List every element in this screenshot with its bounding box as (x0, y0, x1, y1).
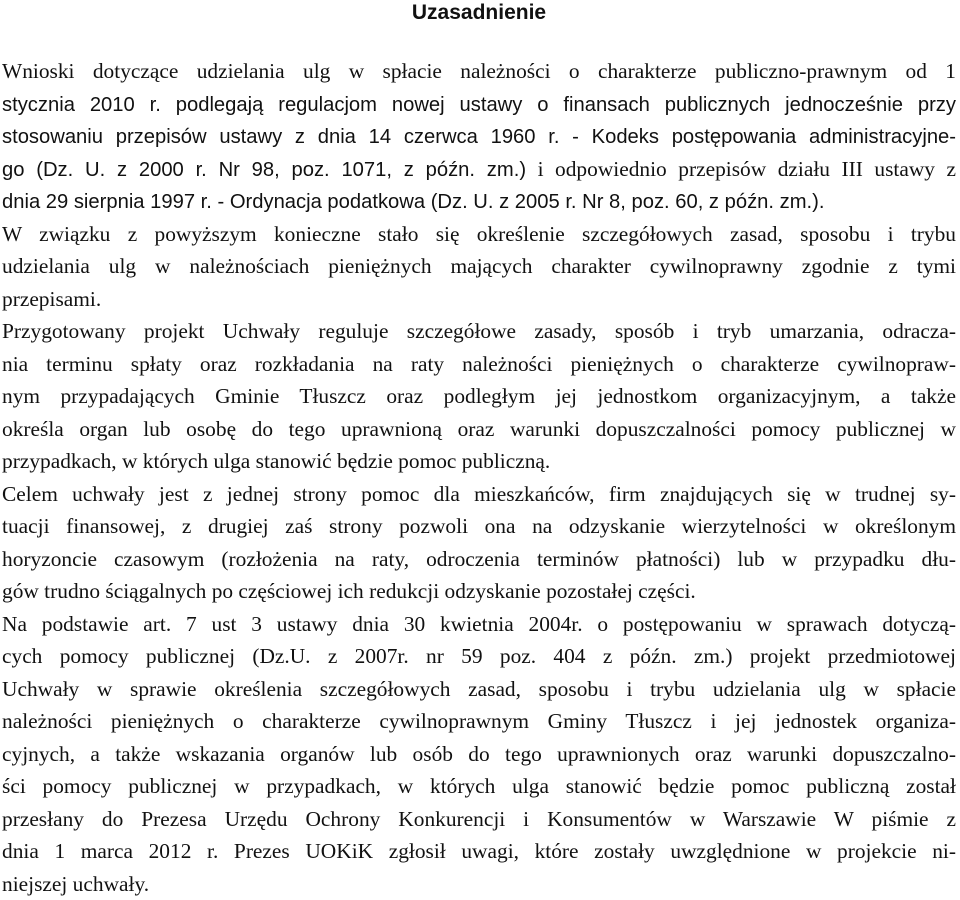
text-segment: nym przypadających Gminie Tłuszcz oraz podległym jej jednostkom organizacyjnym, a także (2, 384, 956, 408)
text-line (2, 608, 956, 641)
text-segment: przesłany do Prezesa Urzędu Ochrony Konkurencji i Konsumentów w Warszawie W piśmie z (2, 807, 956, 831)
text-segment: tuacji finansowej, z drugiej zaś strony pozwoli ona na odzyskanie wierzytelności w określonym (2, 514, 956, 538)
document-page (2, 0, 956, 900)
text-segment: ści pomocy publicznej w przypadkach, w których ulga stanowić będzie pomoc publiczną został (2, 774, 956, 798)
text-segment: dnia 29 sierpnia 1997 r. - Ordynacja podatkowa (Dz. U. z 2005 r. Nr 8, poz. 60, z późn. zm.). (2, 191, 824, 213)
text-segment: niejszej uchwały. (2, 872, 149, 896)
text-segment: Na podstawie art. 7 ust 3 ustawy dnia 30 kwietnia 2004r. o postępowaniu w sprawach dotyczą- (2, 612, 956, 636)
text-segment: gów trudno ściągalnych po częściowej ich redukcji odzyskanie pozostałej części. (2, 579, 696, 603)
paragraph (2, 55, 956, 218)
text-segment: stycznia 2010 r. podlegają regulacjom nowej ustawy o finansach publicznych jednocześnie przy (2, 94, 956, 116)
text-line (2, 770, 956, 803)
paragraph (2, 478, 956, 608)
paragraph (2, 315, 956, 478)
text-segment: Przygotowany projekt Uchwały reguluje szczegółowe zasady, sposób i tryb umarzania, odracza- (2, 319, 956, 343)
text-line (2, 478, 956, 511)
text-segment: cyjnych, a także wskazania organów lub osób do tego uprawnionych oraz warunki dopuszczalno- (2, 742, 956, 766)
text-line (2, 380, 956, 413)
text-segment: stosowaniu przepisów ustawy z dnia 14 czerwca 1960 r. - Kodeks postępowania administracyjne- (2, 126, 956, 148)
text-line (2, 835, 956, 868)
text-segment: udzielania ulg w należnościach pieniężnych mających charakter cywilnoprawny zgodnie z tymi (2, 254, 956, 278)
text-segment: go (Dz. U. z 2000 r. Nr 98, poz. 1071, z późn. zm.) (2, 159, 526, 181)
text-line (2, 348, 956, 381)
text-line (2, 803, 956, 836)
text-line (2, 283, 956, 316)
text-segment: przypadkach, w których ulga stanowić będzie pomoc publiczną. (2, 449, 550, 473)
text-segment: horyzoncie czasowym (rozłożenia na raty, odroczenia terminów płatności) lub w przypadku dłu- (2, 547, 956, 571)
text-line (2, 315, 956, 348)
text-segment: W związku z powyższym konieczne stało się określenie szczegółowych zasad, sposobu i trybu (2, 222, 956, 246)
text-line (2, 705, 956, 738)
text-segment: cych pomocy publicznej (Dz.U. z 2007r. nr 59 poz. 404 z późn. zm.) projekt przedmiotowej (2, 644, 956, 668)
paragraph (2, 218, 956, 316)
text-line (2, 120, 956, 153)
text-line (2, 55, 956, 88)
text-line (2, 185, 956, 218)
document-body (2, 55, 956, 900)
text-line (2, 218, 956, 251)
text-line (2, 250, 956, 283)
text-line (2, 88, 956, 121)
paragraph (2, 608, 956, 900)
text-line (2, 868, 956, 900)
text-segment: należności pieniężnych o charakterze cywilnoprawnym Gminy Tłuszcz i jej jednostek organiza- (2, 709, 956, 733)
text-line (2, 413, 956, 446)
text-line (2, 153, 956, 186)
text-line (2, 673, 956, 706)
text-segment: przepisami. (2, 287, 101, 311)
text-line (2, 640, 956, 673)
text-segment: i odpowiednio przepisów działu III ustawy z (526, 157, 956, 181)
text-line (2, 738, 956, 771)
text-segment: Wnioski dotyczące udzielania ulg w spłacie należności o charakterze publiczno-prawnym od 1 (2, 59, 956, 83)
text-segment: Celem uchwały jest z jednej strony pomoc dla mieszkańców, firm znajdujących się w trudnej sy- (2, 482, 956, 506)
text-segment: nia terminu spłaty oraz rozkładania na raty należności pieniężnych o charakterze cywilnopraw- (2, 352, 956, 376)
document-title: Uzasadnienie (2, 0, 956, 25)
text-line (2, 445, 956, 478)
text-segment: dnia 1 marca 2012 r. Prezes UOKiK zgłosił uwagi, które zostały uwzględnione w projekcie ni- (2, 839, 956, 863)
text-line (2, 543, 956, 576)
text-segment: Uchwały w sprawie określenia szczegółowych zasad, sposobu i trybu udzielania ulg w spłacie (2, 677, 956, 701)
text-line (2, 510, 956, 543)
text-line (2, 575, 956, 608)
text-segment: określa organ lub osobę do tego uprawnioną oraz warunki dopuszczalności pomocy publicznej w (2, 417, 956, 441)
